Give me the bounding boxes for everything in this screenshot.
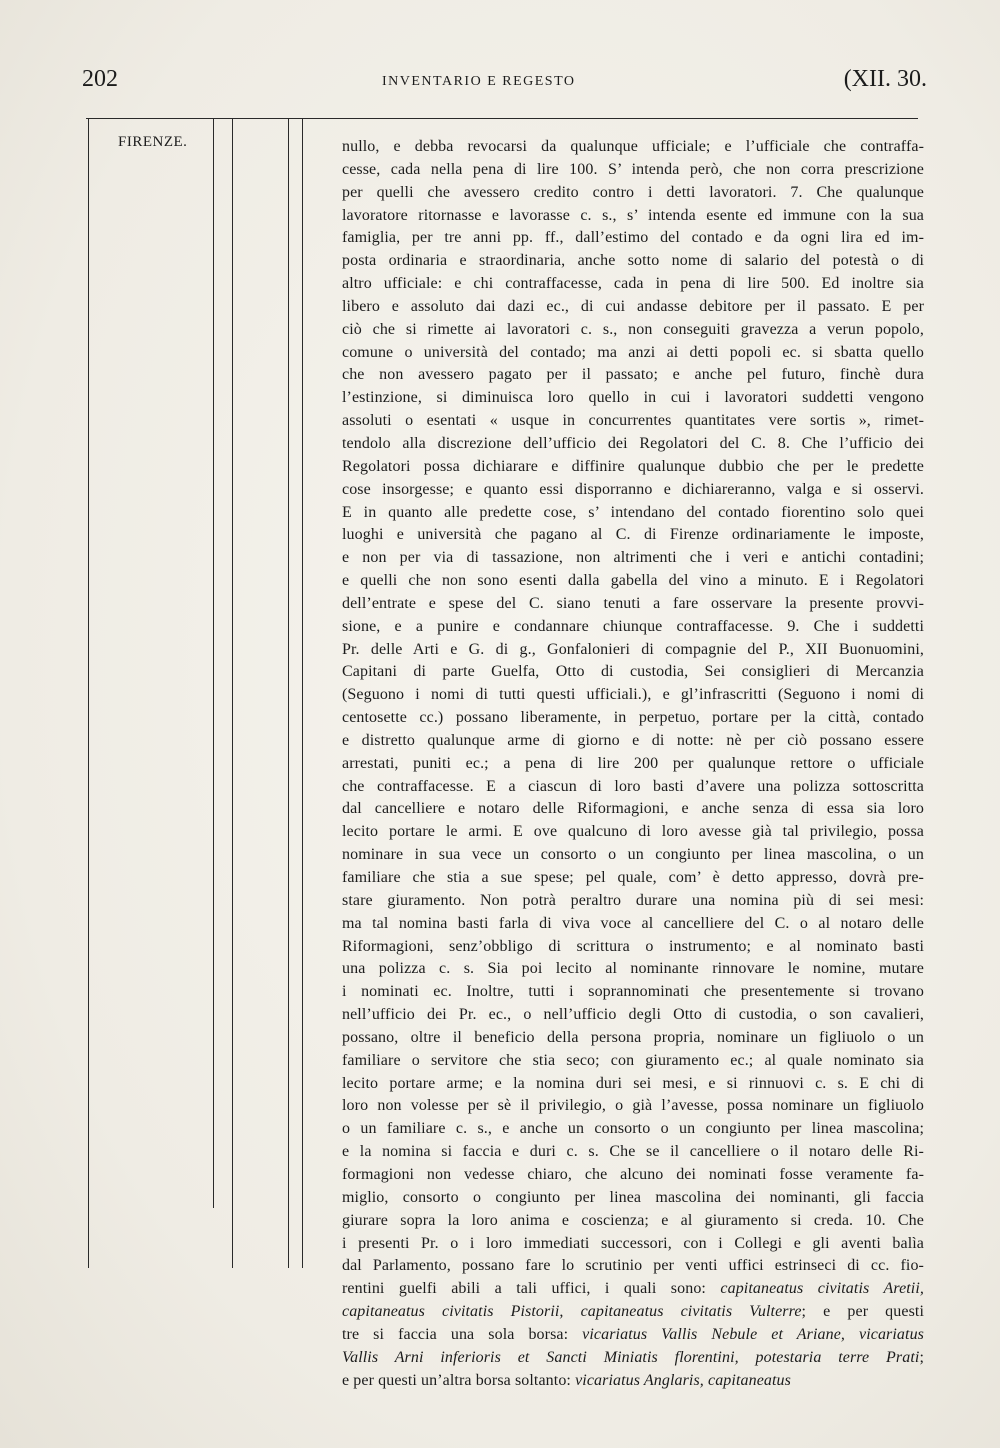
text-run: miglio, consorto o congiunto per linea mascolina dei nominanti, gli faccia (342, 1188, 924, 1206)
text-line (342, 1347, 924, 1370)
text-run: e per questi un’altra borsa soltanto: (342, 1371, 576, 1389)
text-line (342, 1187, 924, 1210)
text-line (342, 1095, 924, 1118)
text-run: giurare sopra la loro anima e coscienza; e al giuramento si creda. 10. Che (342, 1211, 924, 1229)
column-rule (288, 118, 289, 1268)
text-line (342, 250, 924, 273)
text-run: ; e per questi (801, 1303, 924, 1321)
text-run: familiare che stia a sue spese; pel quale, com’ è detto appresso, dovrà pre- (342, 869, 924, 886)
text-line (342, 205, 924, 228)
text-line (342, 867, 924, 890)
text-line (342, 273, 924, 296)
text-run: E in quanto alle predette cose, s’ intendano del contado fiorentino solo quei (342, 503, 924, 521)
text-run: altro ufficiale: e chi contraffacesse, cada in pena di lire 500. Ed inoltre sia (342, 275, 924, 293)
text-line (342, 159, 924, 182)
text-run: e distretto qualunque arme di giorno e di notte: nè per ciò possano essere (342, 731, 924, 749)
text-run: dell’entrate e spese del C. siano tenuti a fare osservare la presente provvi- (342, 594, 924, 612)
text-run: famiglia, per tre anni pp. ff., dall’estimo del contado e da ogni lira ed im- (342, 229, 924, 247)
text-line (342, 798, 924, 821)
text-run: i presenti Pr. o i loro immediati successori, con i Collegi e gli aventi balìa (342, 1234, 924, 1252)
section-reference: (XII. 30. (843, 66, 927, 92)
text-line (342, 639, 924, 662)
text-line (342, 707, 924, 730)
text-run: ; (919, 1348, 924, 1366)
text-run: Regolatori possa dichiarare e diffinire qualunque dubbio che per le predette (342, 457, 924, 475)
page-number: 202 (82, 66, 118, 92)
text-run: arrestati, puniti ec.; a pena di lire 200 per qualunque rettore o ufficiale (342, 754, 924, 772)
text-run: nell’ufficio dei Pr. ec., o nell’ufficio degli Otto di custodia, o son cavalieri, (342, 1006, 924, 1024)
text-line (342, 547, 924, 570)
text-line (342, 342, 924, 365)
italic-text-run: Vallis Arni inferioris et Sancti Miniatis florentini, potestaria terre Prati (342, 1348, 920, 1366)
text-line (342, 1255, 924, 1278)
text-line (342, 981, 924, 1004)
text-line (342, 1278, 924, 1301)
text-run: tendolo alla discrezione dell’ufficio dei Regolatori del C. 8. Che l’ufficio dei (342, 434, 924, 452)
text-line (342, 616, 924, 639)
text-line (342, 1301, 924, 1324)
text-run: lecito portare arme; e la nomina duri sei mesi, e si rinnuovi c. s. E chi di (342, 1074, 924, 1092)
text-run: Pr. delle Arti e G. di g., Gonfalonieri di compagnie del P., XII Buonuomini, (342, 640, 924, 658)
text-run: che non avessero pagato per il passato; e anche pel futuro, finchè dura (342, 366, 924, 384)
text-run: e quelli che non sono esenti dalla gabella del vino a minuto. E i Regolatori (342, 572, 924, 590)
text-run: tre si faccia una sola borsa: (342, 1325, 583, 1343)
italic-text-run: vicariatus Vallis Nebule et Ariane, vicariatus (582, 1325, 924, 1343)
text-line (342, 364, 924, 387)
text-run: nominare in sua vece un consorto o un congiunto per linea mascolina, o un (342, 846, 924, 864)
text-line (342, 410, 924, 433)
text-run: familiare o servitore che stia seco; con giuramento ec.; al quale nominato sia (342, 1051, 924, 1069)
text-run: stare giuramento. Non potrà peraltro durare una nomina più di sei mesi: (342, 891, 924, 909)
text-line (342, 1324, 924, 1347)
text-run: l’estinzione, si diminuisca loro quello in cui i lavoratori suddetti vengono (342, 389, 924, 407)
text-line (342, 387, 924, 410)
text-line (342, 479, 924, 502)
text-line (342, 661, 924, 684)
text-line (342, 1073, 924, 1096)
text-run: dal Parlamento, possano fare lo scrutinio per venti uffici estrinseci di cc. fio- (342, 1257, 924, 1275)
body-text (342, 136, 924, 1392)
text-line (342, 319, 924, 342)
text-run: e la nomina si faccia e duri c. s. Che se il cancelliere o il notaro delle Ri- (342, 1143, 924, 1161)
text-run: possano, oltre il beneficio della persona propria, nominare un figliuolo o un (342, 1028, 924, 1046)
text-line (342, 524, 924, 547)
text-line (342, 1210, 924, 1233)
text-line (342, 1141, 924, 1164)
text-run: che contraffacesse. E a ciascun di loro basti d’avere una polizza sottoscritta (342, 777, 924, 795)
text-run: lavoratore ritornasse e lavorasse c. s., s’ intenda esente ed immune con la sua (342, 206, 924, 224)
top-rule (86, 118, 918, 119)
text-line (342, 844, 924, 867)
text-line (342, 433, 924, 456)
text-run: una polizza c. s. Sia poi lecito al nominante rinnovare le nomine, mutare (342, 960, 924, 978)
column-rule (232, 118, 233, 1268)
text-run: centosette cc.) possano liberamente, in perpetuo, portare per la città, contado (342, 709, 924, 727)
text-line (342, 730, 924, 753)
text-run: libero e assoluto dai dazi ec., di cui andasse debitore per il passato. E per (342, 297, 924, 315)
running-head (82, 66, 927, 102)
text-line (342, 1027, 924, 1050)
text-run: i nominati ec. Inoltre, tutti i soprannominati che presentemente si trovano (342, 983, 924, 1001)
italic-text-run: capitaneatus civitatis Aretii, (720, 1280, 925, 1298)
text-line (342, 136, 924, 159)
text-run: e non per via di tassazione, non altrimenti che i veri e antichi contadini; (342, 549, 924, 567)
text-line (342, 1004, 924, 1027)
text-run: ma tal nomina basti farla di viva voce al cancelliere del C. o al notaro delle (342, 914, 924, 932)
text-run: cesse, cada nella pena di lire 100. S’ intenda però, che non corra prescrizione (342, 160, 924, 178)
text-line (342, 570, 924, 593)
text-line (342, 593, 924, 616)
running-title: INVENTARIO E REGESTO (382, 74, 576, 89)
text-line (342, 1050, 924, 1073)
text-run: luoghi e università che pagano al C. di Firenze ordinariamente le imposte, (342, 526, 924, 544)
text-run: comune o università del contado; ma anzi ai detti popoli ec. si sbatta quello (342, 343, 924, 361)
text-run: o un familiare c. s., e anche un consorto o un congiunto per linea mascolina; (342, 1120, 924, 1138)
margin-place-label: FIRENZE. (118, 134, 188, 150)
text-run: cose insorgesse; e quanto essi disporranno e dichiareranno, valga e si osservi. (342, 480, 924, 498)
italic-text-run: vicariatus Anglaris, capitaneatus (575, 1371, 791, 1389)
text-line (342, 182, 924, 205)
text-run: Capitani di parte Guelfa, Otto di custodia, Sei consiglieri di Mercanzia (342, 663, 924, 681)
text-line (342, 821, 924, 844)
italic-text-run: capitaneatus civitatis Pistorii, capitaneatus civitatis Vulterre (342, 1303, 802, 1321)
text-line (342, 890, 924, 913)
text-run: (Seguono i nomi di tutti questi ufficiali.), e gl’infrascritti (Seguono i nomi di (342, 686, 924, 704)
column-rule (213, 118, 214, 1208)
text-run: ciò che si rimette ai lavoratori c. s., non conseguiti gravezza a verun popolo, (342, 320, 924, 338)
text-line (342, 776, 924, 799)
text-line (342, 1370, 924, 1393)
column-rule (88, 118, 89, 1268)
text-run: Riformagioni, senz’obbligo di scrittura o instrumento; e al nominato basti (342, 937, 924, 955)
text-line (342, 296, 924, 319)
text-line (342, 1118, 924, 1141)
text-line (342, 502, 924, 525)
text-line (342, 1233, 924, 1256)
text-run: sione, e a punire e condannare chiunque contraffacesse. 9. Che i suddetti (342, 617, 924, 635)
text-run: rentini guelfi abili a tali uffici, i quali sono: (342, 1280, 721, 1298)
column-rule (302, 118, 303, 1268)
text-run: formagioni non vedesse chiaro, che alcuno dei nominati fosse veramente fa- (342, 1165, 924, 1183)
text-line (342, 1164, 924, 1187)
text-line (342, 227, 924, 250)
text-run: dal cancelliere e notaro delle Riformagioni, e anche senza di essa sia loro (342, 800, 924, 818)
text-line (342, 913, 924, 936)
text-line (342, 936, 924, 959)
text-line (342, 753, 924, 776)
text-run: nullo, e debba revocarsi da qualunque ufficiale; e l’ufficiale che contraffa- (342, 138, 924, 155)
text-run: posta ordinaria e straordinaria, anche sotto nome di salario del potestà o di (342, 252, 924, 270)
text-line (342, 958, 924, 981)
text-run: per quelli che avessero credito contro i detti lavoratori. 7. Che qualunque (342, 183, 924, 201)
text-line (342, 456, 924, 479)
text-run: lecito portare le armi. E ove qualcuno di loro avesse già tal privilegio, possa (342, 823, 924, 841)
text-run: loro non volesse per sè il privilegio, o già l’avesse, possa nominare un figliuolo (342, 1097, 924, 1115)
text-run: assoluti o esentati « usque in concurrentes quantitates vere sortis », rimet- (342, 412, 924, 430)
text-line (342, 684, 924, 707)
